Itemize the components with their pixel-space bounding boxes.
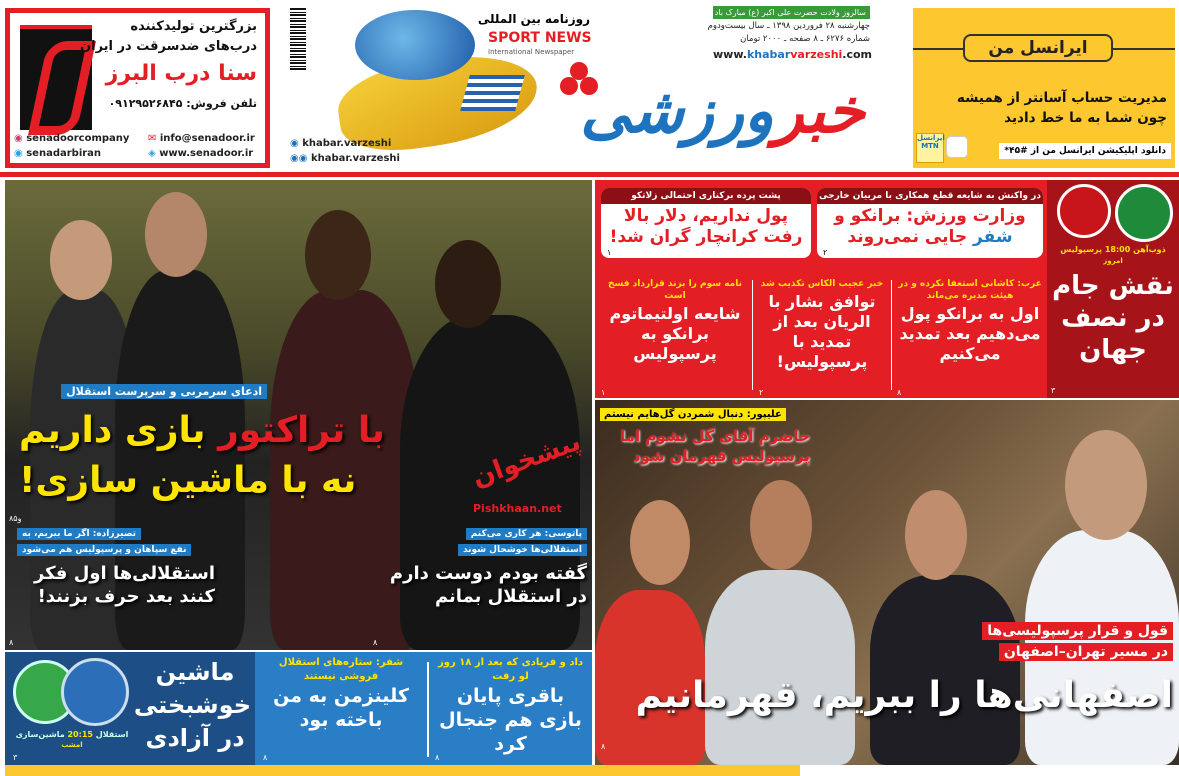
irancell-download: دانلود اپلیکیشن ایرانسل من از #۴۵* — [999, 143, 1171, 159]
lead-story-photo[interactable] — [5, 180, 592, 650]
barcode — [290, 8, 306, 70]
occasion-banner: سالروز ولادت حضرت علی اکبر (ع) مبارک باد — [713, 6, 870, 19]
col2-page-ref: ۲ — [759, 388, 764, 397]
app-icon — [946, 136, 968, 158]
col1-page-ref: ۸ — [897, 388, 902, 397]
zob-ahan-crest-icon — [1115, 184, 1173, 242]
issue-date: چهارشنبه ۲۸ فروردین ۱۳۹۸ ـ سال بیست‌ودوم — [707, 21, 870, 31]
irancell-ad[interactable] — [913, 8, 1175, 168]
right-headline: اصفهانی‌ها را ببریم، قهرمانیم — [635, 675, 1173, 716]
masthead-logo: خبرورزشی — [530, 62, 875, 167]
sub1-kicker-2: نفع سپاهان و پرسپولیس هم می‌شود — [17, 544, 191, 556]
sub2-page-ref: ۸ — [373, 638, 378, 647]
website-link[interactable]: www.khabarvarzeshi.com — [713, 48, 873, 61]
esteghlal-news-band — [5, 652, 592, 765]
pishkhaan-watermark: پیشخوان — [468, 426, 585, 494]
sub1-headline: استقلالی‌ها اول فکر کنند بعد حرف بزنند! — [33, 563, 215, 607]
right-tag-1: قول و قرار پرسپولیسی‌ها — [982, 622, 1173, 640]
irancell-line-2: چون شما به ما خط دادید — [1004, 110, 1167, 126]
persepolis-crest-icon — [1057, 184, 1111, 238]
persepolis-news-box — [595, 180, 1179, 398]
match-info: ذوب‌آهن 18:00 پرسپولیس امروز — [1060, 245, 1166, 265]
ad-brand: سنا درب البرز — [105, 61, 257, 86]
esteghlal-crest-icon — [61, 658, 129, 726]
sub2-kicker-2: استقلالی‌ها خوشحال شوند — [458, 544, 587, 556]
tagline-en: SPORT NEWS — [488, 30, 592, 46]
sub2-kicker-1: پاتوسی: هر کاری می‌کنم — [466, 528, 587, 540]
lead-headline-1: با تراکتور بازی داریم — [19, 410, 385, 451]
alipour-sub: حاضرم آقای گل نشوم اما پرسپولیس قهرمان شود — [620, 427, 810, 465]
column-branko-pay[interactable]: عرب: کاشانی استعفا نکرده و در هیئت مدیره می‌ماند اول به برانکو پول می‌دهیم بعد تمدید می‌کنیم — [898, 279, 1042, 363]
match-column[interactable] — [1047, 180, 1179, 398]
esteghlal-match-page-ref: ۳ — [13, 753, 18, 762]
tagline-en-sub: International Newspaper — [488, 48, 575, 56]
issue-number: شماره ۶۲۷۶ ـ ۸ صفحه ـ ۲۰۰۰ تومان — [740, 34, 870, 44]
sub1-kicker-1: تصیرزاده: اگر ما ببریم، به — [17, 528, 141, 540]
col3-page-ref: ۱ — [601, 388, 606, 397]
bottom-item-bagheri[interactable]: داد و فریادی که بعد از ۱۸ روز لو رفت باقری پایان بازی هم جنجال کرد — [437, 657, 584, 755]
bottom-item-schaefer[interactable]: شفر: ستاره‌های استقلال فروشی نیستند کلینزمن به من باخته بود — [273, 657, 409, 731]
match-page-ref: ۳ — [1051, 386, 1056, 395]
right-tag-2: در مسیر تهران–اصفهان — [999, 643, 1173, 661]
sub1-page-ref: ۸ — [9, 638, 14, 647]
right-page-ref: ۸ — [601, 742, 606, 751]
bagheri-page-ref: ۸ — [435, 753, 440, 762]
tagline-fa: روزنامه بین المللی — [477, 12, 590, 26]
ad-email: ✉ info@senadoor.ir — [148, 133, 255, 144]
divider — [427, 662, 429, 757]
column-beshar[interactable]: خبر عجیب الکاس تکذیب شد توافق بشار با الریان بعد از تمدید با پرسپولیس! — [760, 279, 884, 371]
irancell-line-1: مدیریت حساب آسانتر از همیشه — [956, 90, 1167, 106]
news-box-zlatko[interactable]: پشت پرده برکناری احتمالی زلاتکو پول نداریم، دلار بالا رفت کرانچار گران شد! ۱ — [601, 188, 811, 258]
ad-line-1: بزرگترین تولیدکننده — [130, 19, 257, 34]
mtn-logo: ایرانسل MTN — [916, 133, 944, 163]
sub2-headline: گفته بودم دوست دارم در استقلال بمانم — [389, 563, 587, 607]
globe-icon — [355, 10, 475, 80]
irancell-title: ایرانسل من — [963, 34, 1113, 62]
sena-door-ad[interactable] — [5, 8, 270, 168]
match-headline: نقش جام در نصف جهان — [1052, 271, 1174, 365]
header-divider — [0, 172, 1179, 177]
esteghlal-match-headline: ماشین خوشبختی در آزادی — [133, 658, 251, 752]
pishkhaan-url: Pishkhaan.net — [473, 502, 562, 515]
persepolis-players-photo[interactable] — [595, 400, 1179, 765]
greek-flag-graphic — [460, 75, 525, 111]
esteghlal-match-panel[interactable] — [5, 652, 255, 765]
lead-page-ref: ۸و۵ — [9, 514, 22, 523]
alipour-kicker: علیپور: دنبال شمردن گل‌هایم نیستم — [600, 408, 786, 421]
bottom-yellow-strip — [5, 765, 800, 776]
ad-phone: تلفن فروش: ۰۹۱۲۹۵۲۶۸۴۵ — [108, 97, 257, 110]
masthead-telegram: ◉◉ khabar.varzeshi — [290, 153, 400, 164]
schaefer-page-ref: ۸ — [263, 753, 268, 762]
ad-line-2: درب‌های ضدسرقت در ایران — [80, 39, 257, 54]
column-ultimatum[interactable]: نامه سوم را بزند قرارداد فسخ است شایعه اولتیماتوم برانکو به پرسپولیس — [608, 279, 742, 363]
ad-telegram: ◉ senadarbiran — [14, 148, 102, 159]
news-box-ministry[interactable]: در واکنش به شایعه قطع همکاری با مربیان خارجی وزارت ورزش: برانکو و شفر جایی نمی‌روند ۲ — [817, 188, 1043, 258]
masthead-instagram: ◉ khabar.varzeshi — [290, 138, 392, 149]
esteghlal-match-info: استقلال 20:15 ماشین‌سازی امشب — [15, 730, 129, 749]
lead-kicker: ادعای سرمربی و سرپرست استقلال — [61, 384, 267, 399]
ad-website: ◈ www.senadoor.ir — [148, 148, 254, 159]
ad-instagram: ◉ senadoorcompany — [14, 133, 130, 144]
lead-headline-2: نه با ماشین سازی! — [19, 460, 357, 501]
